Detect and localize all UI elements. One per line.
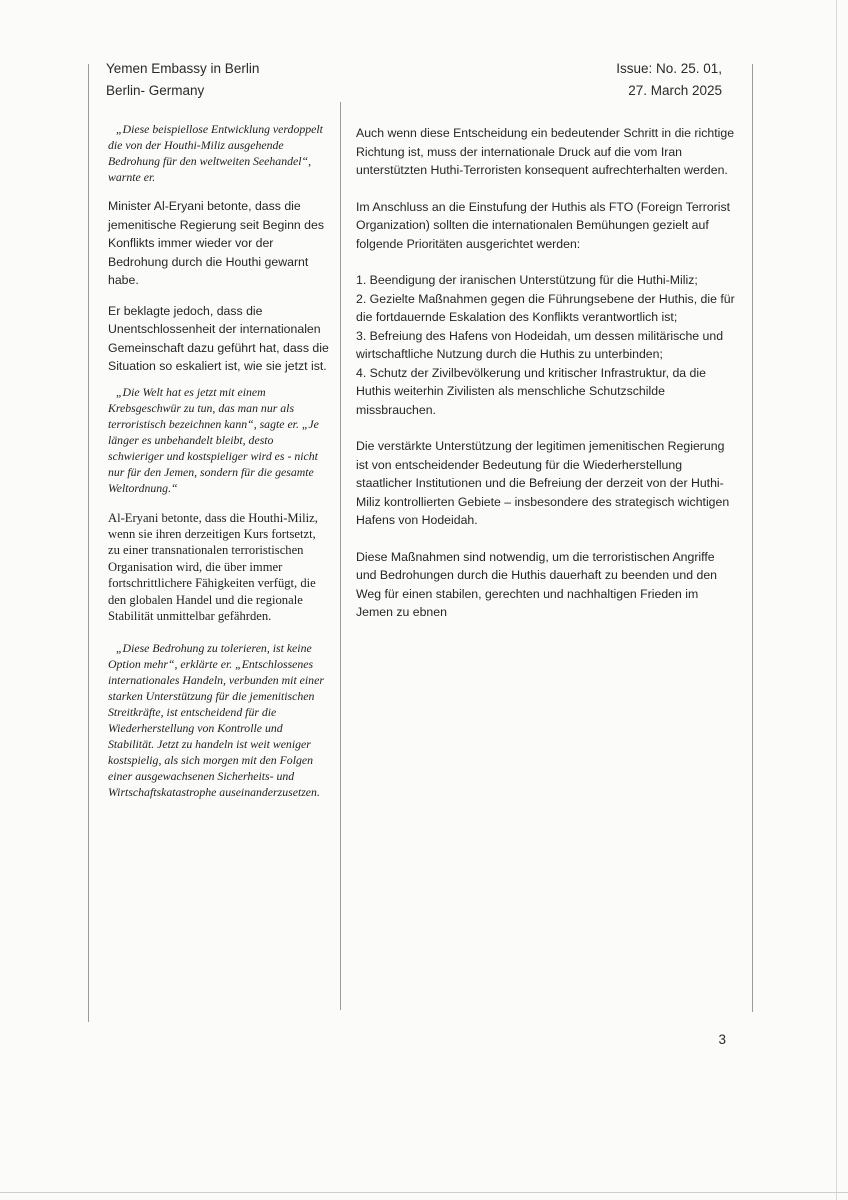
embassy-location: Berlin- Germany	[106, 83, 205, 98]
quote-block: „Diese Bedrohung zu tolerieren, ist keine Option mehr“, erklärte er. „Entschlossenes internationales Handeln, verbunden mit einer starken Unterstützung für die jemenitischen Streitkräfte, ist entscheidend für die Wiederherstellung von Kontrolle und Stabilität. Jetzt zu handeln ist weit weniger kostspielig, als sich morgen mit den Folgen einer ausgewachsenen Sicherheits- und Wirtschaftskatastrophe auseinanderzusetzen.	[108, 641, 324, 800]
column-divider	[340, 102, 341, 1010]
paragraph: Auch wenn diese Entscheidung ein bedeutender Schritt in die richtige Richtung ist, muss der internationale Druck auf die vom Iran unterstützten Huthi-Terroristen konsequent aufrechterhalten werden.	[356, 126, 735, 177]
priority-list	[356, 271, 738, 419]
letterhead-left	[106, 58, 259, 102]
right-column	[356, 124, 738, 622]
paragraph: Diese Maßnahmen sind notwendig, um die terroristischen Angriffe und Bedrohungen durch die Huthis dauerhaft zu beenden und den Weg für einen stabilen, gerechten und nachhaltigen Frieden im Jemen zu ebnen	[356, 549, 717, 619]
list-item: 4. Schutz der Zivilbevölkerung und kritischer Infrastruktur, da die Huthis weiterhin Zivilisten als menschliche Schutzschilde missbrauchen.	[356, 365, 706, 417]
embassy-name: Yemen Embassy in Berlin	[106, 61, 260, 76]
right-margin-rule	[752, 64, 753, 1012]
list-item: 3. Befreiung des Hafens von Hodeidah, um dessen militärische und wirtschaftliche Nutzung durch die Huthis zu unterbinden;	[356, 328, 724, 361]
left-column	[108, 121, 330, 800]
issue-number: Issue: No. 25. 01,	[616, 61, 722, 76]
list-item: 1. Beendigung der iranischen Unterstützung für die Huthi-Miliz;	[356, 273, 698, 287]
left-margin-rule	[88, 64, 89, 1022]
quote-block: „Diese beispiellose Entwicklung verdoppelt die von der Houthi-Miliz ausgehende Bedrohung für den weltweiten Seehandel“, warnte er.	[108, 122, 323, 184]
page-number: 3	[718, 1032, 726, 1047]
paragraph: Die verstärkte Unterstützung der legitimen jemenitischen Regierung ist von entscheidender Bedeutung für die Wiederherstellung staatlicher Institutionen und die Befreiung der derzeit von der Huthi-Miliz kontrollierten Gebiete – insbesondere des strategisch wichtigen Hafens von Hodeidah.	[356, 439, 730, 527]
paragraph: Im Anschluss an die Einstufung der Huthis als FTO (Foreign Terrorist Organization) sollten die internationalen Bemühungen gezielt auf folgende Prioritäten ausgerichtet werden:	[356, 199, 731, 251]
quote-block: „Die Welt hat es jetzt mit einem Krebsgeschwür zu tun, das man nur als terroristisch bezeichnen kann“, sagte er. „Je länger es unbehandelt bleibt, desto schwieriger und kostspieliger wird es - nicht nur für den Jemen, sondern für die gesamte Weltordnung.“	[108, 384, 319, 495]
paragraph: Minister Al-Eryani betonte, dass die jemenitische Regierung seit Beginn des Konflikts immer wieder vor der Bedrohung durch die Houthi gewarnt habe.	[108, 199, 325, 287]
issue-date: 27. March 2025	[628, 83, 722, 98]
paragraph: Al-Eryani betonte, dass die Houthi-Miliz, wenn sie ihren derzeitigen Kurs fortsetzt, zu einer transnationalen terroristischen Organisation wird, die über immer fortschrittlichere Fähigkeiten verfügt, die den globalen Handel und die regionale Stabilität unmittelbar gefährden.	[108, 510, 318, 623]
letterhead-right	[560, 58, 722, 102]
page-edge	[836, 0, 837, 1200]
paragraph: Er beklagte jedoch, dass die Unentschlossenheit der internationalen Gemeinschaft dazu geführt hat, dass die Situation so eskaliert ist, wie sie jetzt ist.	[108, 303, 329, 373]
page-edge	[0, 1192, 848, 1193]
list-item: 2. Gezielte Maßnahmen gegen die Führungsebene der Huthis, die für die fortdauernde Eskalation des Konflikts verantwortlich ist;	[356, 291, 735, 324]
